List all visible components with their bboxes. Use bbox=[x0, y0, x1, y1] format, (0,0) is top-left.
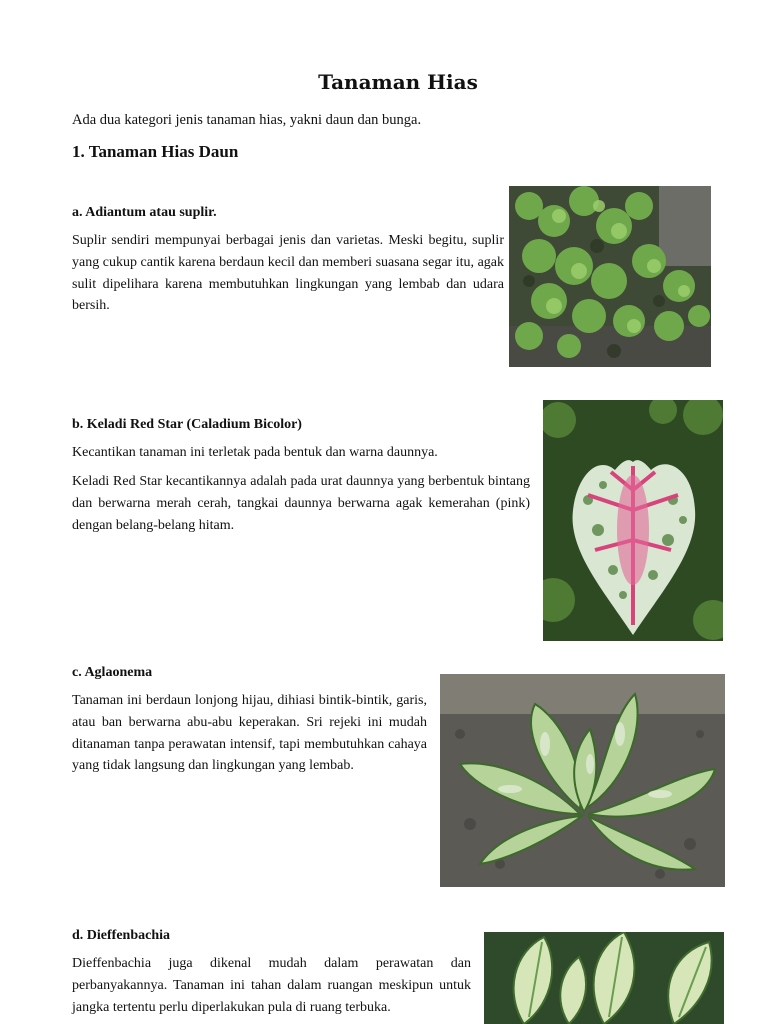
intro-text: Ada dua kategori jenis tanaman hias, yakni daun dan bunga. bbox=[72, 112, 422, 128]
item-paragraph-keladi-2: Keladi Red Star kecantikannya adalah pada urat daunnya yang berbentuk bintang dan berwarna merah cerah, tangkai daunnya berwarna agak kemerahan (pink) dengan belang-belang hitam. bbox=[72, 474, 530, 533]
item-paragraph-adiantum: Suplir sendiri mempunyai berbagai jenis dan varietas. Meski begitu, suplir yang cukup cantik karena berdaun kecil dan memberi suasana segar itu, agak sulit dipelihara karena membutuhkan lingkungan yang lembab dan udara bersih. bbox=[72, 233, 504, 314]
item-heading-keladi: b. Keladi Red Star (Caladium Bicolor) bbox=[72, 417, 302, 432]
item-paragraph-dieffenbachia: Dieffenbachia juga dikenal mudah dalam perawatan dan perbanyakannya. Tanaman ini tahan dalam ruangan meskipun untuk jangka tertentu perlu diperlakukan pula di ruang terbuka. bbox=[72, 956, 471, 1015]
item-heading-adiantum: a. Adiantum atau suplir. bbox=[72, 205, 217, 220]
item-paragraph-aglaonema: Tanaman ini berdaun lonjong hijau, dihiasi bintik-bintik, garis, atau ban berwarna abu-abu keperakan. Sri rejeki ini mudah ditanaman tanpa perawatan intensif, tapi membutuhkan cahaya yang tidak langsung dan lingkungan yang lembab. bbox=[72, 693, 427, 774]
keladi-photo bbox=[543, 400, 723, 641]
section-heading: 1. Tanaman Hias Daun bbox=[72, 142, 239, 161]
adiantum-photo bbox=[509, 186, 711, 367]
item-heading-dieffenbachia: d. Dieffenbachia bbox=[72, 928, 170, 943]
item-heading-aglaonema: c. Aglaonema bbox=[72, 665, 153, 680]
aglaonema-photo bbox=[440, 674, 725, 887]
page-title: Tanaman Hias bbox=[318, 70, 478, 94]
item-paragraph-keladi-1: Kecantikan tanaman ini terletak pada bentuk dan warna daunnya. bbox=[72, 445, 438, 460]
dieffenbachia-photo bbox=[484, 932, 724, 1024]
